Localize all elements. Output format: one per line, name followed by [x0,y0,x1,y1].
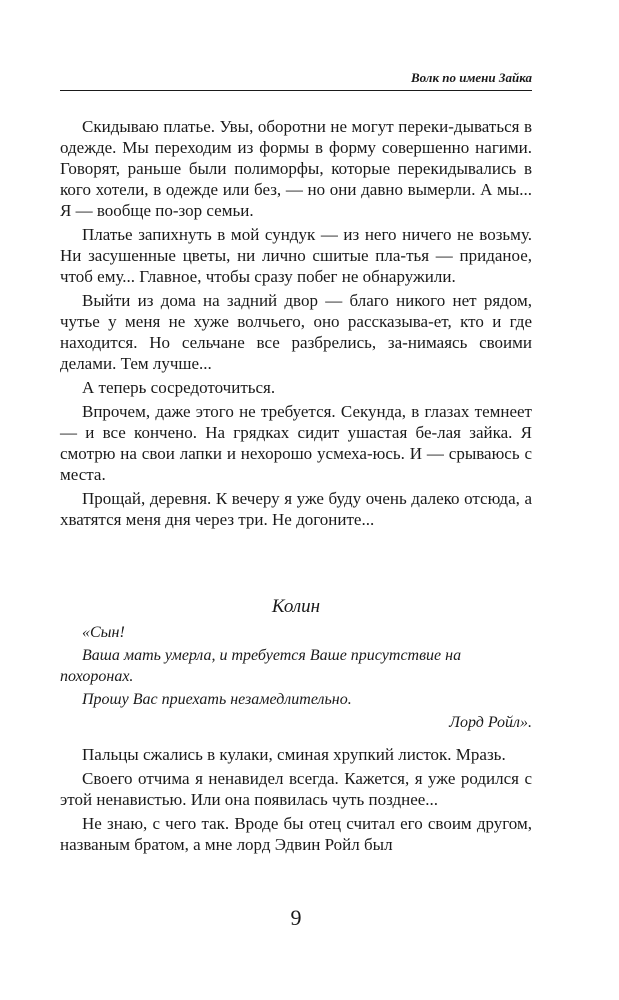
paragraph: Прощай, деревня. К вечеру я уже буду очень далеко отсюда, а хватятся меня дня через три. Не догоните... [60,489,532,529]
text-section-one [60,116,532,530]
chapter-title: Колин [271,596,321,617]
paragraph: Скидываю платье. Увы, оборотни не могут переки-дываться в одежде. Мы переходим из формы в форму совершенно нагими. Говорят, раньше были полиморфы, которые перекидывались в кого хотели, в одежде или без, — но они давно вымерли. А мы... Я — вообще по-зор семьи. [60,117,532,220]
paragraph: Своего отчима я ненавидел всегда. Кажется, я уже родился с этой ненавистью. Или она появилась чуть позднее... [60,769,532,809]
letter-line: Прошу Вас приехать незамедлительно. [82,691,352,708]
header-divider [60,90,532,91]
text-section-two [60,744,532,855]
paragraph: Платье запихнуть в мой сундук — из него ничего не возьму. Ни засушенные цветы, ни лично сшитые пла-тья — приданое, чтоб ему... Главное, чтобы сразу побег не обнаружили. [60,225,532,286]
letter-salutation: «Сын! [82,624,125,641]
letter-block [60,622,532,733]
letter-line: Ваша мать умерла, и требуется Ваше присутствие на похоронах. [60,647,462,685]
paragraph: Впрочем, даже этого не требуется. Секунда, в глазах темнеет — и все кончено. На грядках сидит ушастая бе-лая зайка. Я смотрю на свои лапки и нехорошо усмеха-юсь. И — срываюсь с места. [60,402,532,484]
letter-signature: Лорд Ройл». [449,714,532,731]
paragraph: А теперь сосредоточиться. [82,378,276,397]
paragraph: Выйти из дома на задний двор — благо никого нет рядом, чутье у меня не хуже волчьего, оно рассказыва-ет, кто и где находится. Но сельчане все разбрелись, за-нимаясь своими делами. Тем лучше... [60,291,532,373]
paragraph: Пальцы сжались в кулаки, сминая хрупкий листок. Мразь. [82,745,506,764]
running-header-title: Волк по имени Зайка [410,70,532,85]
page-number: 9 [290,905,302,930]
paragraph: Не знаю, с чего так. Вроде бы отец считал его своим другом, названым братом, а мне лорд Эдвин Ройл был [60,814,532,854]
